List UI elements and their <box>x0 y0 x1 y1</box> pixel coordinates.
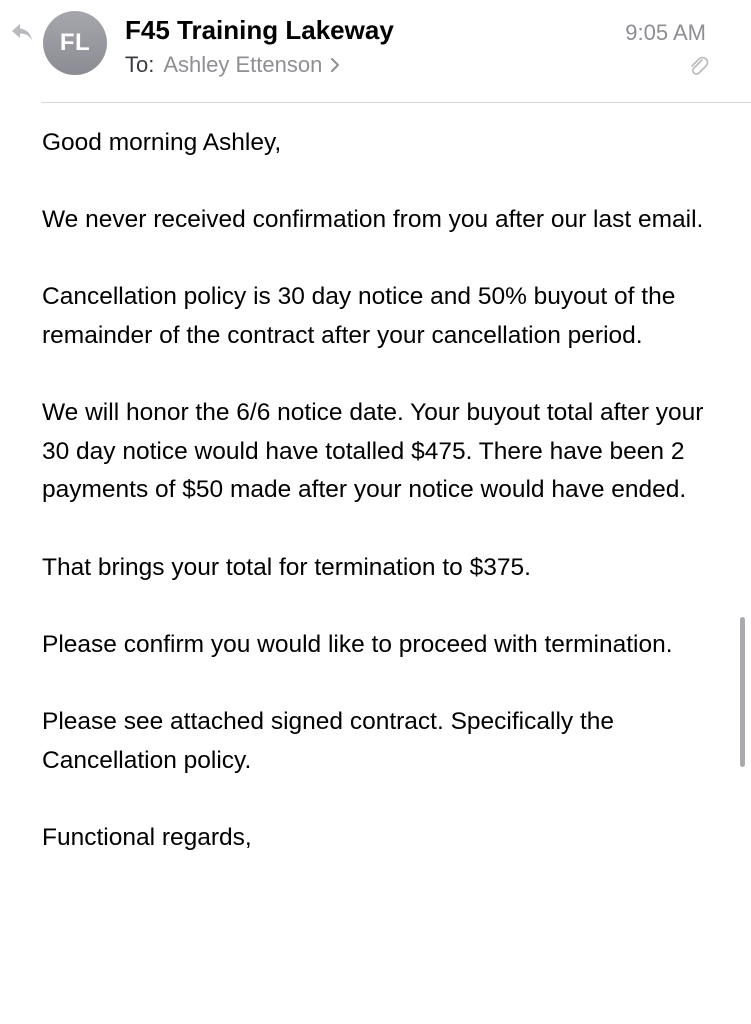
reply-arrow-icon[interactable] <box>10 22 34 42</box>
body-paragraph: Good morning Ashley, <box>42 129 282 156</box>
chevron-right-icon <box>330 57 340 73</box>
header-divider <box>42 102 751 103</box>
avatar[interactable] <box>43 11 107 75</box>
body-paragraph: Functional regards, <box>42 823 252 851</box>
body-paragraph: Please see attached signed contract. Specifically the Cancellation policy. <box>42 707 615 774</box>
recipient-row[interactable] <box>125 52 340 78</box>
to-label: To: <box>125 52 155 77</box>
paperclip-icon <box>687 54 709 78</box>
body-paragraph: We will honor the 6/6 notice date. Your buyout total after your 30 day notice would have totalled $475. There have been 2 payments of $50 made after your notice would have ended. <box>42 399 704 504</box>
sender-name[interactable]: F45 Training Lakeway <box>125 15 394 45</box>
email-body <box>42 124 722 896</box>
body-paragraph: Cancellation policy is 30 day notice and 50% buyout of the remainder of the contract after your cancellation period. <box>42 283 676 349</box>
scrollbar[interactable] <box>740 617 745 767</box>
recipient-name[interactable]: Ashley Ettenson <box>163 52 323 77</box>
body-paragraph: We never received confirmation from you after our last email. <box>42 206 704 234</box>
body-paragraph: Please confirm you would like to proceed with termination. <box>42 630 673 658</box>
timestamp: 9:05 AM <box>625 20 706 45</box>
avatar-initials: FL <box>59 29 91 56</box>
body-paragraph: That brings your total for termination to $375. <box>42 553 531 581</box>
